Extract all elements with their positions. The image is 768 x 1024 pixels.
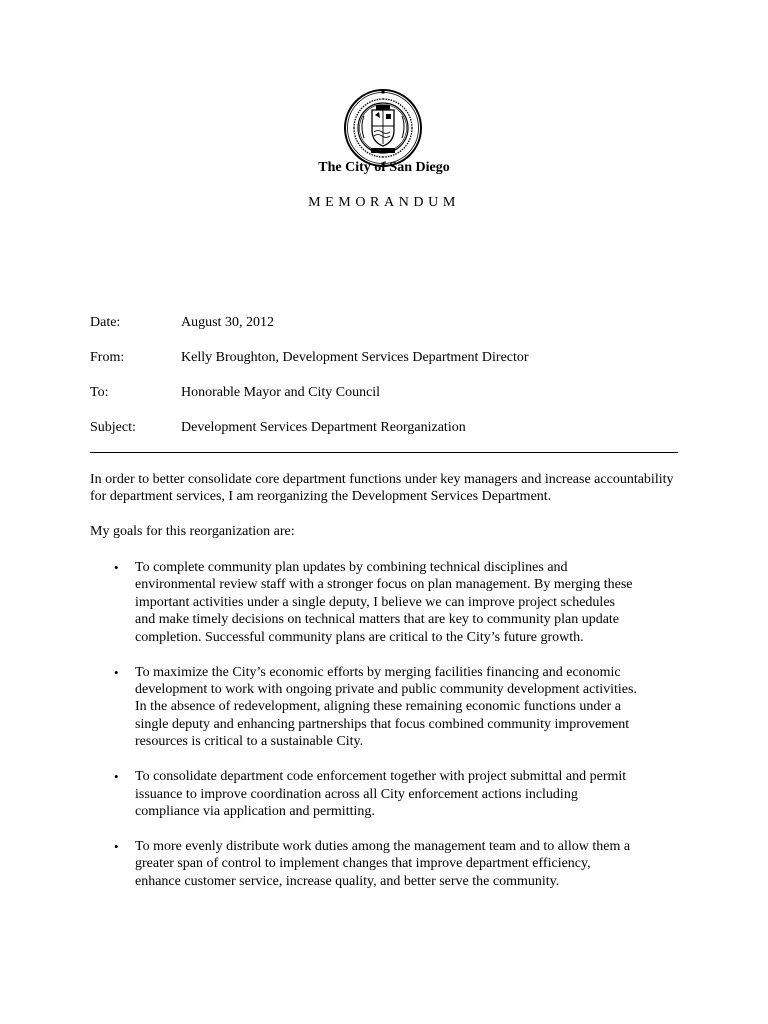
list-item (90, 664, 690, 751)
document-type: MEMORANDUM (308, 195, 460, 210)
memo-subject-value: Development Services Department Reorganization (181, 420, 466, 435)
goal-text: To more evenly distribute work duties among the management team and to allow them a greater span of control to implement changes that improve department efficiency, enhance customer service, increase quality, and better serve the community. (135, 839, 631, 889)
bullet-icon: • (114, 664, 119, 680)
goal-text: To maximize the City’s economic efforts by merging facilities financing and economic development to work with ongoing private and public community development activities. In the absence of redevelopment, aligning these remaining economic functions under a single deputy and enhancing partnerships that focus combined community improvement resources is critical to a sustainable City. (135, 664, 637, 750)
organization-title: The City of San Diego (318, 160, 450, 175)
city-seal (343, 88, 423, 168)
memo-from-label: From: (90, 350, 125, 365)
memo-to-value: Honorable Mayor and City Council (181, 385, 381, 400)
city-seal-icon (343, 88, 423, 168)
memo-date-label: Date: (90, 315, 121, 330)
goals-intro: My goals for this reorganization are: (90, 524, 295, 539)
goal-text: To consolidate department code enforcement together with project submittal and permit issuance to improve coordination across all City enforcement actions including compliance via application and permitting. (135, 769, 627, 820)
bullet-icon: • (114, 769, 119, 785)
memo-from-value: Kelly Broughton, Development Services Department Director (181, 350, 529, 365)
memo-date-value: August 30, 2012 (181, 315, 274, 330)
intro-paragraph: In order to better consolidate core department functions under key managers and increase accountability for department services, I am reorganizing the Development Services Department. (90, 472, 674, 505)
goal-text: To complete community plan updates by combining technical disciplines and environmental review staff with a stronger focus on plan management. By merging these important activities under a single deputy, I believe we can improve project schedules and make timely decisions on technical matters that are key to community plan update completion. Successful community plans are critical to the City’s future growth. (135, 560, 633, 645)
list-item (90, 768, 690, 820)
bullet-icon: • (114, 560, 119, 575)
header-divider (90, 452, 678, 453)
list-item (90, 838, 690, 890)
list-item (90, 559, 690, 646)
memo-to-label: To: (90, 385, 109, 400)
memo-subject-label: Subject: (90, 420, 136, 435)
goals-list (90, 559, 690, 908)
bullet-icon: • (114, 839, 119, 855)
